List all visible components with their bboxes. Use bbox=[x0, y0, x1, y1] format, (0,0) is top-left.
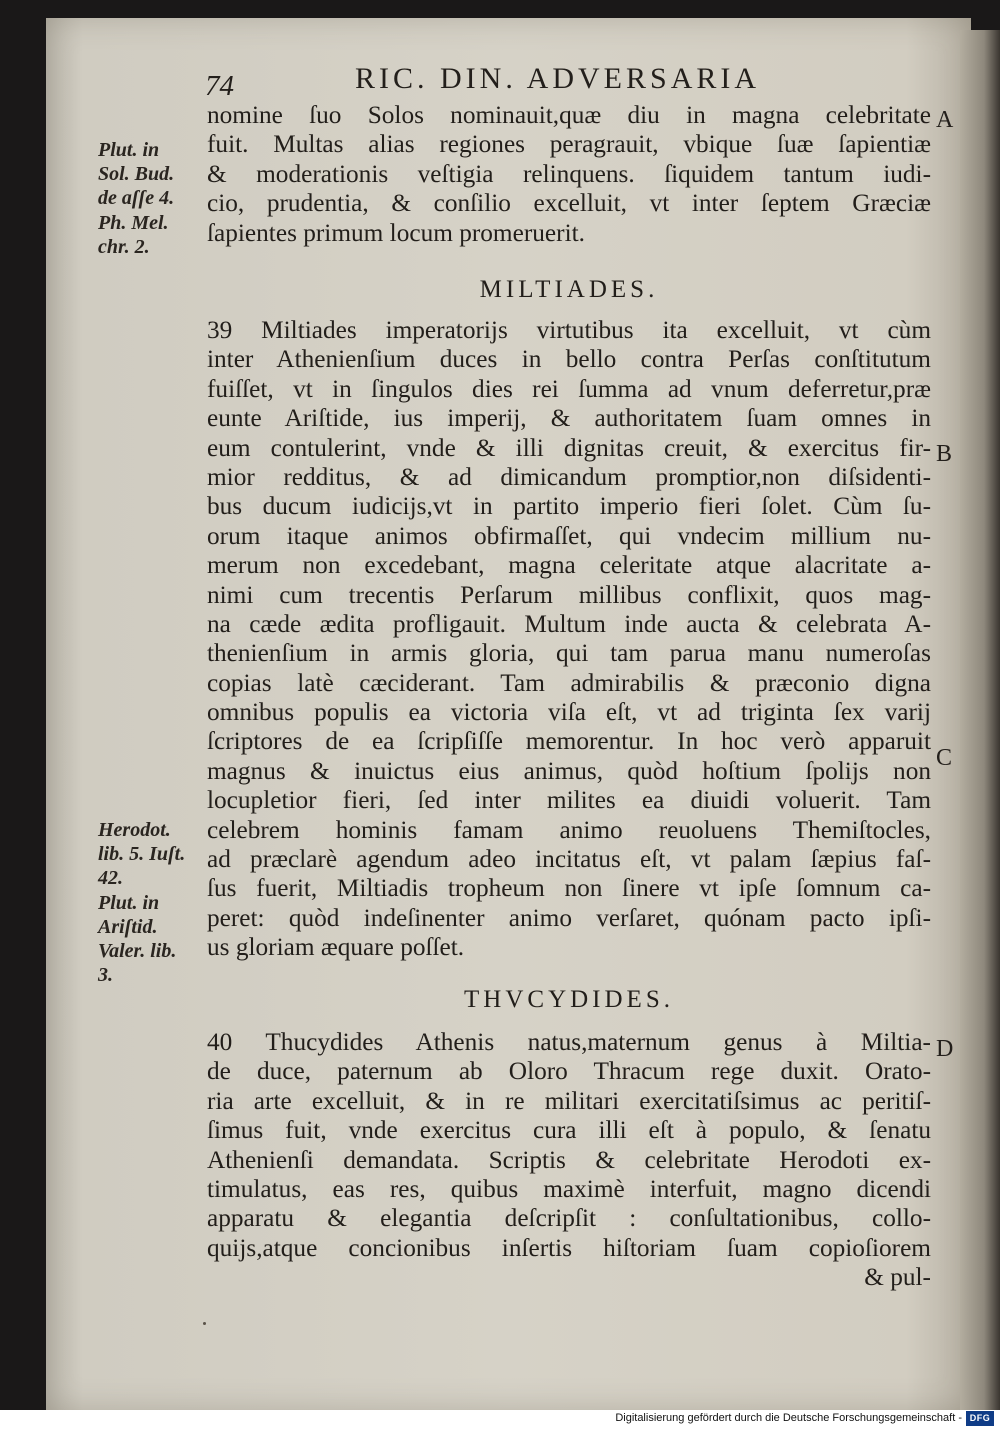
marginal-note-miltiades bbox=[98, 818, 210, 987]
intro-paragraph bbox=[207, 101, 931, 248]
text-line: locupletior fieri, ſed inter milites ea diuidi voluerit. Tam bbox=[207, 786, 931, 815]
text-line: copias latè cæciderant. Tam admirabilis & præconio digna bbox=[207, 668, 931, 697]
section-heading-thucydides: THVCYDIDES. bbox=[464, 986, 674, 1013]
note-line: Ariſtid. bbox=[98, 915, 158, 938]
text-line: thenienſium in armis gloria, qui tam parua manu numeroſas bbox=[207, 639, 931, 668]
section-letter-b: B bbox=[936, 441, 953, 467]
text-line: Athenienſi demandata. Scriptis & celebritate Herodoti ex- bbox=[207, 1145, 931, 1174]
running-head bbox=[205, 62, 925, 102]
text-line: cio, prudentia, & conſilio excelluit, vt inter ſeptem Græciæ bbox=[207, 189, 931, 218]
catchword: & pul- bbox=[864, 1263, 931, 1292]
text-line: 40 Thucydides Athenis natus,maternum genus à Miltia- bbox=[207, 1028, 931, 1056]
text-line: nimi cum trecentis Perſarum millibus conflixit, quos mag- bbox=[207, 580, 931, 609]
text-line: bus ducum iudicijs,vt in partito imperio fieri ſolet. Cùm ſu- bbox=[207, 492, 931, 521]
text-line: ſimus fuit, vnde exercitus cura illi eſt à populo, & ſenatu bbox=[207, 1116, 931, 1145]
text-line: eum contulerint, vnde & illi dignitas creuit, & exercitus fir- bbox=[207, 433, 931, 462]
miltiades-paragraph bbox=[207, 316, 931, 963]
text-line: eunte Ariſtide, ius imperij, & authoritatem ſuam omnes in bbox=[207, 404, 931, 433]
text-line: us gloriam æquare poſſet. bbox=[207, 933, 465, 962]
text-line: celebrem hominis famam animo reuoluens Themiſtocles, bbox=[207, 815, 931, 844]
text-line: de duce, paternum ab Oloro Thracum rege duxit. Orato- bbox=[207, 1057, 931, 1086]
text-line: nomine ſuo Solos nominauit,quæ diu in magna celebritate bbox=[207, 101, 931, 129]
note-line: Ph. Mel. bbox=[98, 211, 169, 234]
page-edge bbox=[960, 30, 1000, 1410]
footer-credit: Digitalisierung gefördert durch die Deutsche Forschungsgemeinschaft - bbox=[615, 1412, 962, 1424]
text-line: ſcriptores de ea ſcripſiſſe memorentur. In hoc verò apparuit bbox=[207, 727, 931, 756]
thucydides-paragraph bbox=[207, 1028, 931, 1293]
note-line: lib. 5. Iuſt. bbox=[98, 843, 186, 866]
text-line: fuit. Multas alias regiones peragrauit, vbique ſuæ ſapientiæ bbox=[207, 130, 931, 159]
page-number: 74 bbox=[205, 70, 234, 102]
text-line: omnibus populis ea victoria viſa eſt, vt ad triginta ſex varij bbox=[207, 698, 931, 727]
note-line: de aſſe 4. bbox=[98, 187, 175, 210]
text-line: merum non excedebant, magna celeritate atque alacritate a- bbox=[207, 551, 931, 580]
text-line: timulatus, eas res, quibus maximè interfuit, magno dicendi bbox=[207, 1174, 931, 1203]
paper-speck bbox=[203, 1322, 206, 1325]
note-line: Sol. Bud. bbox=[98, 163, 175, 186]
text-line: inter Athenienſium duces in bello contra Perſas conſtitutum bbox=[207, 345, 931, 374]
text-line: mior redditus, & ad dimicandum promptior,non diſsidenti- bbox=[207, 462, 931, 491]
text-line: na cæde ædita profligauit. Multum inde aucta & celebrata A- bbox=[207, 609, 931, 638]
section-letter-d: D bbox=[936, 1036, 954, 1062]
text-line: ria arte excelluit, & in re militari exercitatiſsimus ac peritiſ- bbox=[207, 1086, 931, 1115]
text-line: ad præclarè agendum adeo incitatus eſt, vt palam ſæpius faſ- bbox=[207, 845, 931, 874]
text-line: ſapientes primum locum promeruerit. bbox=[207, 218, 585, 247]
text-line: magnus & inuictus eius animus, quòd hoſtium ſpolijs non bbox=[207, 756, 931, 785]
text-line: quijs,atque concionibus inſertis hiſtoriam ſuam copioſiorem bbox=[207, 1233, 931, 1262]
marginal-note-solon bbox=[98, 138, 210, 259]
text-line: peret: quòd indeſinenter animo verſaret, quónam pacto ipſi- bbox=[207, 903, 931, 932]
text-line: orum itaque animos obfirmaſſet, qui vndecim millium nu- bbox=[207, 521, 931, 550]
dfg-logo-icon: DFG bbox=[966, 1411, 994, 1426]
note-line: Valer. lib. bbox=[98, 940, 177, 963]
text-line: & moderationis veſtigia relinquens. ſiquidem tantum iudi- bbox=[207, 159, 931, 188]
note-line: Herodot. bbox=[98, 819, 171, 841]
note-line: 42. bbox=[98, 867, 123, 890]
text-line: fuiſſet, vt in ſingulos dies rei ſumma ad vnum deferretur,præ bbox=[207, 374, 931, 403]
text-line: apparatu & elegantia deſcripſit : conſultationibus, collo- bbox=[207, 1204, 931, 1233]
text-line: 39 Miltiades imperatorijs virtutibus ita excelluit, vt cùm bbox=[207, 316, 931, 344]
note-line: 3. bbox=[98, 964, 113, 987]
running-title: RIC. DIN. ADVERSARIA bbox=[355, 62, 761, 95]
text-line: ſus fuerit, Miltiadis tropheum non ſinere vt ipſe ſomnum ca- bbox=[207, 874, 931, 903]
note-line: Plut. in bbox=[98, 139, 160, 161]
note-line: Plut. in bbox=[98, 891, 160, 914]
note-line: chr. 2. bbox=[98, 235, 150, 258]
section-letter-c: C bbox=[936, 745, 953, 771]
section-heading-miltiades: MILTIADES. bbox=[479, 276, 659, 303]
section-letter-a: A bbox=[936, 107, 954, 133]
